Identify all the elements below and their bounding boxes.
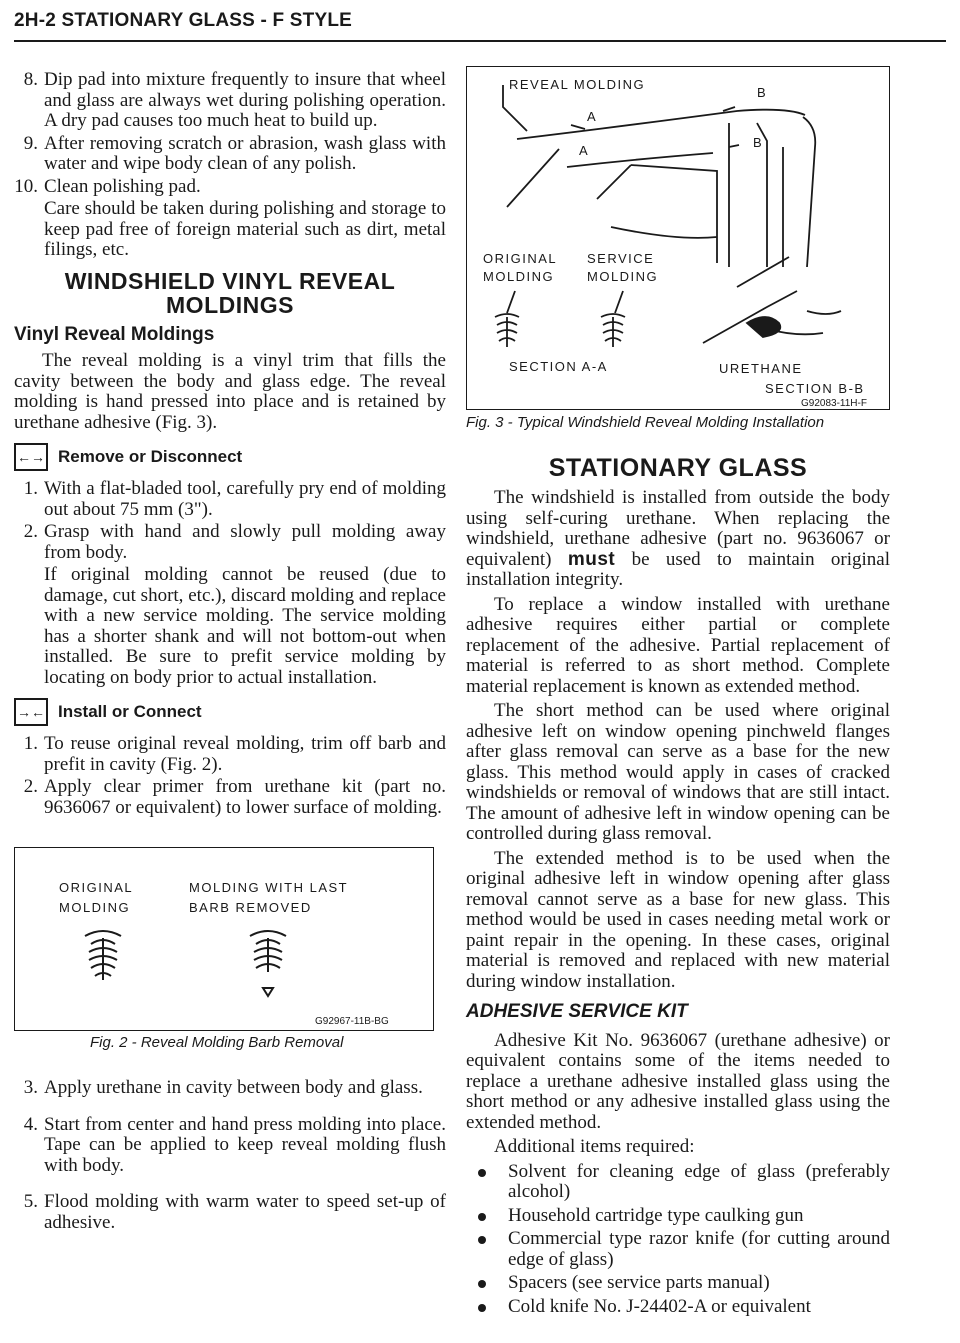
fig2-label-last-1: MOLDING WITH LAST	[189, 880, 349, 895]
paragraph-6: Additional items required:	[494, 1136, 695, 1157]
fig3-label-b-top: B	[757, 85, 768, 100]
fig3-label-a-top: A	[587, 109, 598, 124]
fig3-label-section-aa: SECTION A-A	[509, 359, 608, 374]
paragraph-3: The short method can be used where original adhesive left on window opening pinchweld flanges after glass removal can serve as a base for the new glass. This method would apply in cases of cracked windshields or removal of windows that are still intact. The amount of adhesive left in window opening can be controlled during glass removal.	[466, 700, 890, 844]
section-bb-drawing	[703, 291, 841, 343]
list-item: 1. To reuse original reveal molding, trim off barb and prefit in cavity (Fig. 2).	[23, 733, 446, 775]
fig3-label-reveal: REVEAL MOLDING	[509, 77, 646, 92]
list-item: 4. Start from center and hand press molding into place. Tape can be applied to keep reveal molding flush with body.	[23, 1113, 446, 1176]
list-item: 2. Apply clear primer from urethane kit (part no. 9636067 or equivalent) to lower surface of molding.	[23, 776, 446, 818]
list-item: Commercial type razor knife (for cutting around edge of glass)	[466, 1229, 890, 1270]
figure-2	[14, 847, 434, 1031]
list-item: Cold knife No. J-24402-A or equivalent	[466, 1297, 890, 1318]
left-column	[14, 70, 446, 820]
fig2-label-last-2: BARB REMOVED	[189, 900, 312, 915]
fig3-label-service-2: MOLDING	[587, 269, 659, 284]
list-item: 8. Dip pad into mixture frequently to insure that wheel and glass are always wet during polishing operation. A dry pad causes too much heat to build up.	[23, 69, 446, 131]
list-item: Household cartridge type caulking gun	[466, 1206, 890, 1227]
list-item: 9. After removing scratch or abrasion, wash glass with water and wipe body clean of any polish.	[23, 132, 446, 174]
figure-2-drawing	[15, 848, 433, 1030]
fig3-label-urethane: URETHANE	[719, 361, 803, 376]
fig3-label-section-bb: SECTION B-B	[765, 381, 865, 396]
list-item: 5. Flood molding with warm water to speed set-up of adhesive.	[23, 1191, 446, 1233]
fig3-label-b-bottom: B	[753, 135, 764, 150]
remove-icon: ←→	[14, 443, 48, 471]
care-note: Care should be taken during polishing and storage to keep pad free of foreign material such as dirt, metal filings, etc.	[44, 198, 446, 260]
paragraph-2: To replace a window installed with urethane adhesive requires either partial or complete replacement of the adhesive. Partial replacement of material is referred to as short method. Complete material replacement is known as extended method.	[466, 593, 890, 697]
list-item: 2. Grasp with hand and slowly pull molding away from body.	[23, 521, 446, 563]
header-rule	[14, 40, 946, 42]
section-title-reveal: WINDSHIELD VINYL REVEAL MOLDINGS	[64, 267, 396, 318]
must-emphasis: must	[567, 548, 616, 570]
remove-heading: ←→ Remove or Disconnect	[14, 443, 446, 471]
section-title-stationary: STATIONARY GLASS	[548, 454, 808, 482]
figure-3-drawing	[467, 67, 889, 409]
trimmed-molding-drawing	[250, 931, 286, 996]
paragraph-1: The windshield is installed from outside the body using self-curing urethane. When replacing the windshield, urethane adhesive (part no. 9636067 or equivalent) must be used to maintain original installation integrity.	[466, 487, 891, 590]
list-item: 1. With a flat-bladed tool, carefully pry end of molding out about 75 mm (3").	[23, 478, 446, 520]
page-header: 2H-2 STATIONARY GLASS - F STYLE	[14, 10, 353, 31]
subsection-title: Vinyl Reveal Moldings	[14, 323, 215, 345]
list-item: 3. Apply urethane in cavity between body and glass.	[23, 1077, 423, 1098]
figure-3-caption: Fig. 3 - Typical Windshield Reveal Molding Installation	[466, 414, 825, 431]
fig2-code: G92967-11B-BG	[315, 1016, 389, 1027]
install-heading: →← Install or Connect	[14, 698, 446, 726]
list-item: 10. Clean polishing pad.	[14, 175, 201, 197]
fig3-label-original-1: ORIGINAL	[483, 251, 558, 266]
paragraph-5: Adhesive Kit No. 9636067 (urethane adhesive) or equivalent contains some of the items needed to replace a urethane adhesive installed glass using the short method or any adhesive installed glass using the extended method.	[466, 1029, 890, 1133]
section-aa-drawing	[495, 291, 625, 347]
fig2-label-original-2: MOLDING	[59, 900, 131, 915]
right-column	[466, 456, 890, 1320]
polishing-steps	[14, 70, 446, 197]
fig3-label-a-bottom: A	[579, 143, 590, 158]
install-steps-continued	[14, 1078, 446, 1233]
figure-3	[466, 66, 890, 410]
fig2-label-original-1: ORIGINAL	[59, 880, 134, 895]
install-steps	[14, 734, 446, 818]
list-item: Spacers (see service parts manual)	[466, 1273, 890, 1294]
fig3-code: G92083-11H-F	[801, 398, 867, 409]
intro-paragraph: The reveal molding is a vinyl trim that fills the cavity between the body and glass edge. The reveal molding is hand pressed into place and is retained by urethane adhesive (Fig. 3).	[14, 350, 446, 433]
figure-2-caption: Fig. 2 - Reveal Molding Barb Removal	[90, 1034, 344, 1051]
fig3-label-service-1: SERVICE	[587, 251, 655, 266]
kit-title: ADHESIVE SERVICE KIT	[466, 1001, 688, 1022]
install-icon: →←	[14, 698, 48, 726]
original-molding-drawing	[85, 931, 121, 980]
paragraph-4: The extended method is to be used when the original adhesive left in window opening after glass removal cannot serve as a base for new glass. This method would be used in cases needing metal work or paint repair in the opening. In these cases, original material is removed and replaced with new material during window installation.	[466, 847, 890, 992]
left-column-bottom	[14, 1078, 446, 1235]
list-item: Solvent for cleaning edge of glass (preferably alcohol)	[466, 1162, 890, 1203]
remove-steps	[14, 479, 446, 563]
fig3-label-original-2: MOLDING	[483, 269, 555, 284]
remove-note: If original molding cannot be reused (due to damage, cut short, etc.), discard molding and replace with a new service molding. The service molding has a shorter shank and will not bottom-out when installed. Be sure to prefit service molding by locating on body prior to actual installation.	[44, 564, 446, 688]
required-items	[466, 1162, 890, 1318]
